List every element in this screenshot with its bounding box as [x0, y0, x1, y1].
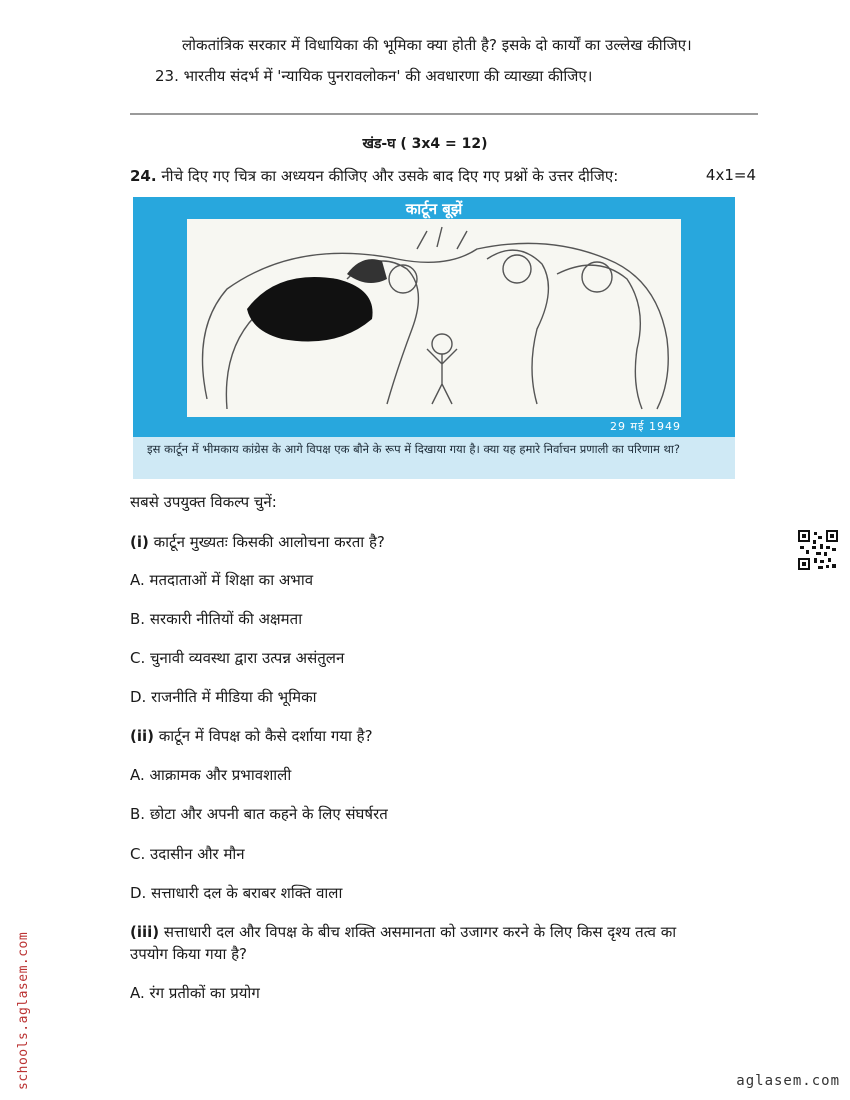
- cartoon-date: 29 मई 1949: [610, 420, 681, 433]
- question-ii-option-c: C. उदासीन और मौन: [130, 845, 245, 863]
- question-i: [130, 532, 385, 552]
- instruction-text: सबसे उपयुक्त विकल्प चुनें:: [130, 493, 277, 511]
- question-iii-label: (iii): [130, 923, 160, 941]
- question-ii: [130, 726, 373, 746]
- question-i-option-c: C. चुनावी व्यवस्था द्वारा उत्पन्न असंतुलन: [130, 649, 345, 667]
- sidebar-watermark: schools.aglasem.com: [16, 931, 31, 1090]
- question-iii-text-cont: उपयोग किया गया है?: [130, 945, 248, 963]
- question-ii-option-a: A. आक्रामक और प्रभावशाली: [130, 766, 292, 784]
- question-24-heading: [130, 166, 618, 186]
- question-ii-text: कार्टून में विपक्ष को कैसे दर्शाया गया है?: [158, 727, 373, 745]
- question-i-option-b: B. सरकारी नीतियों की अक्षमता: [130, 610, 303, 628]
- question-i-option-d: D. राजनीति में मीडिया की भूमिका: [130, 688, 317, 706]
- question-iii-text: सत्ताधारी दल और विपक्ष के बीच शक्ति असमानता को उजागर करने के लिए किस दृश्य तत्व का: [163, 923, 677, 941]
- section-divider: [130, 113, 758, 115]
- qr-code-icon: [798, 530, 838, 570]
- question-22-text: लोकतांत्रिक सरकार में विधायिका की भूमिका क्या होती है? इसके दो कार्यों का उल्लेख कीजिए।: [182, 36, 692, 54]
- question-24-number: 24.: [130, 167, 157, 185]
- question-i-text: कार्टून मुख्यतः किसकी आलोचना करता है?: [153, 533, 385, 551]
- question-23-text: 23. भारतीय संदर्भ में 'न्यायिक पुनरावलोकन' की अवधारणा की व्याख्या कीजिए।: [155, 67, 593, 85]
- question-iii-option-a: A. रंग प्रतीकों का प्रयोग: [130, 984, 260, 1002]
- section-title: खंड-घ ( 3x4 = 12): [362, 136, 488, 152]
- question-24-marks: 4x1=4: [705, 166, 756, 184]
- cartoon-caption-box: [133, 437, 735, 479]
- question-ii-option-b: B. छोटा और अपनी बात कहने के लिए संघर्षरत: [130, 805, 388, 823]
- cartoon-illustration: [187, 219, 681, 417]
- cartoon-title: कार्टून बूझें: [405, 200, 463, 218]
- cartoon-figure: [133, 197, 735, 479]
- question-24-text: नीचे दिए गए चित्र का अध्ययन कीजिए और उसके बाद दिए गए प्रश्नों के उत्तर दीजिए:: [161, 167, 619, 185]
- question-i-option-a: A. मतदाताओं में शिक्षा का अभाव: [130, 571, 314, 589]
- question-i-label: (i): [130, 533, 149, 551]
- footer-watermark: aglasem.com: [736, 1073, 840, 1089]
- cartoon-caption: इस कार्टून में भीमकाय कांग्रेस के आगे विपक्ष एक बौने के रूप में दिखाया गया है। क्या यह हमारे निर्वाचन प्रणाली का परिणाम था?: [147, 442, 680, 456]
- question-ii-label: (ii): [130, 727, 154, 745]
- question-iii: [130, 922, 676, 942]
- question-ii-option-d: D. सत्ताधारी दल के बराबर शक्ति वाला: [130, 884, 343, 902]
